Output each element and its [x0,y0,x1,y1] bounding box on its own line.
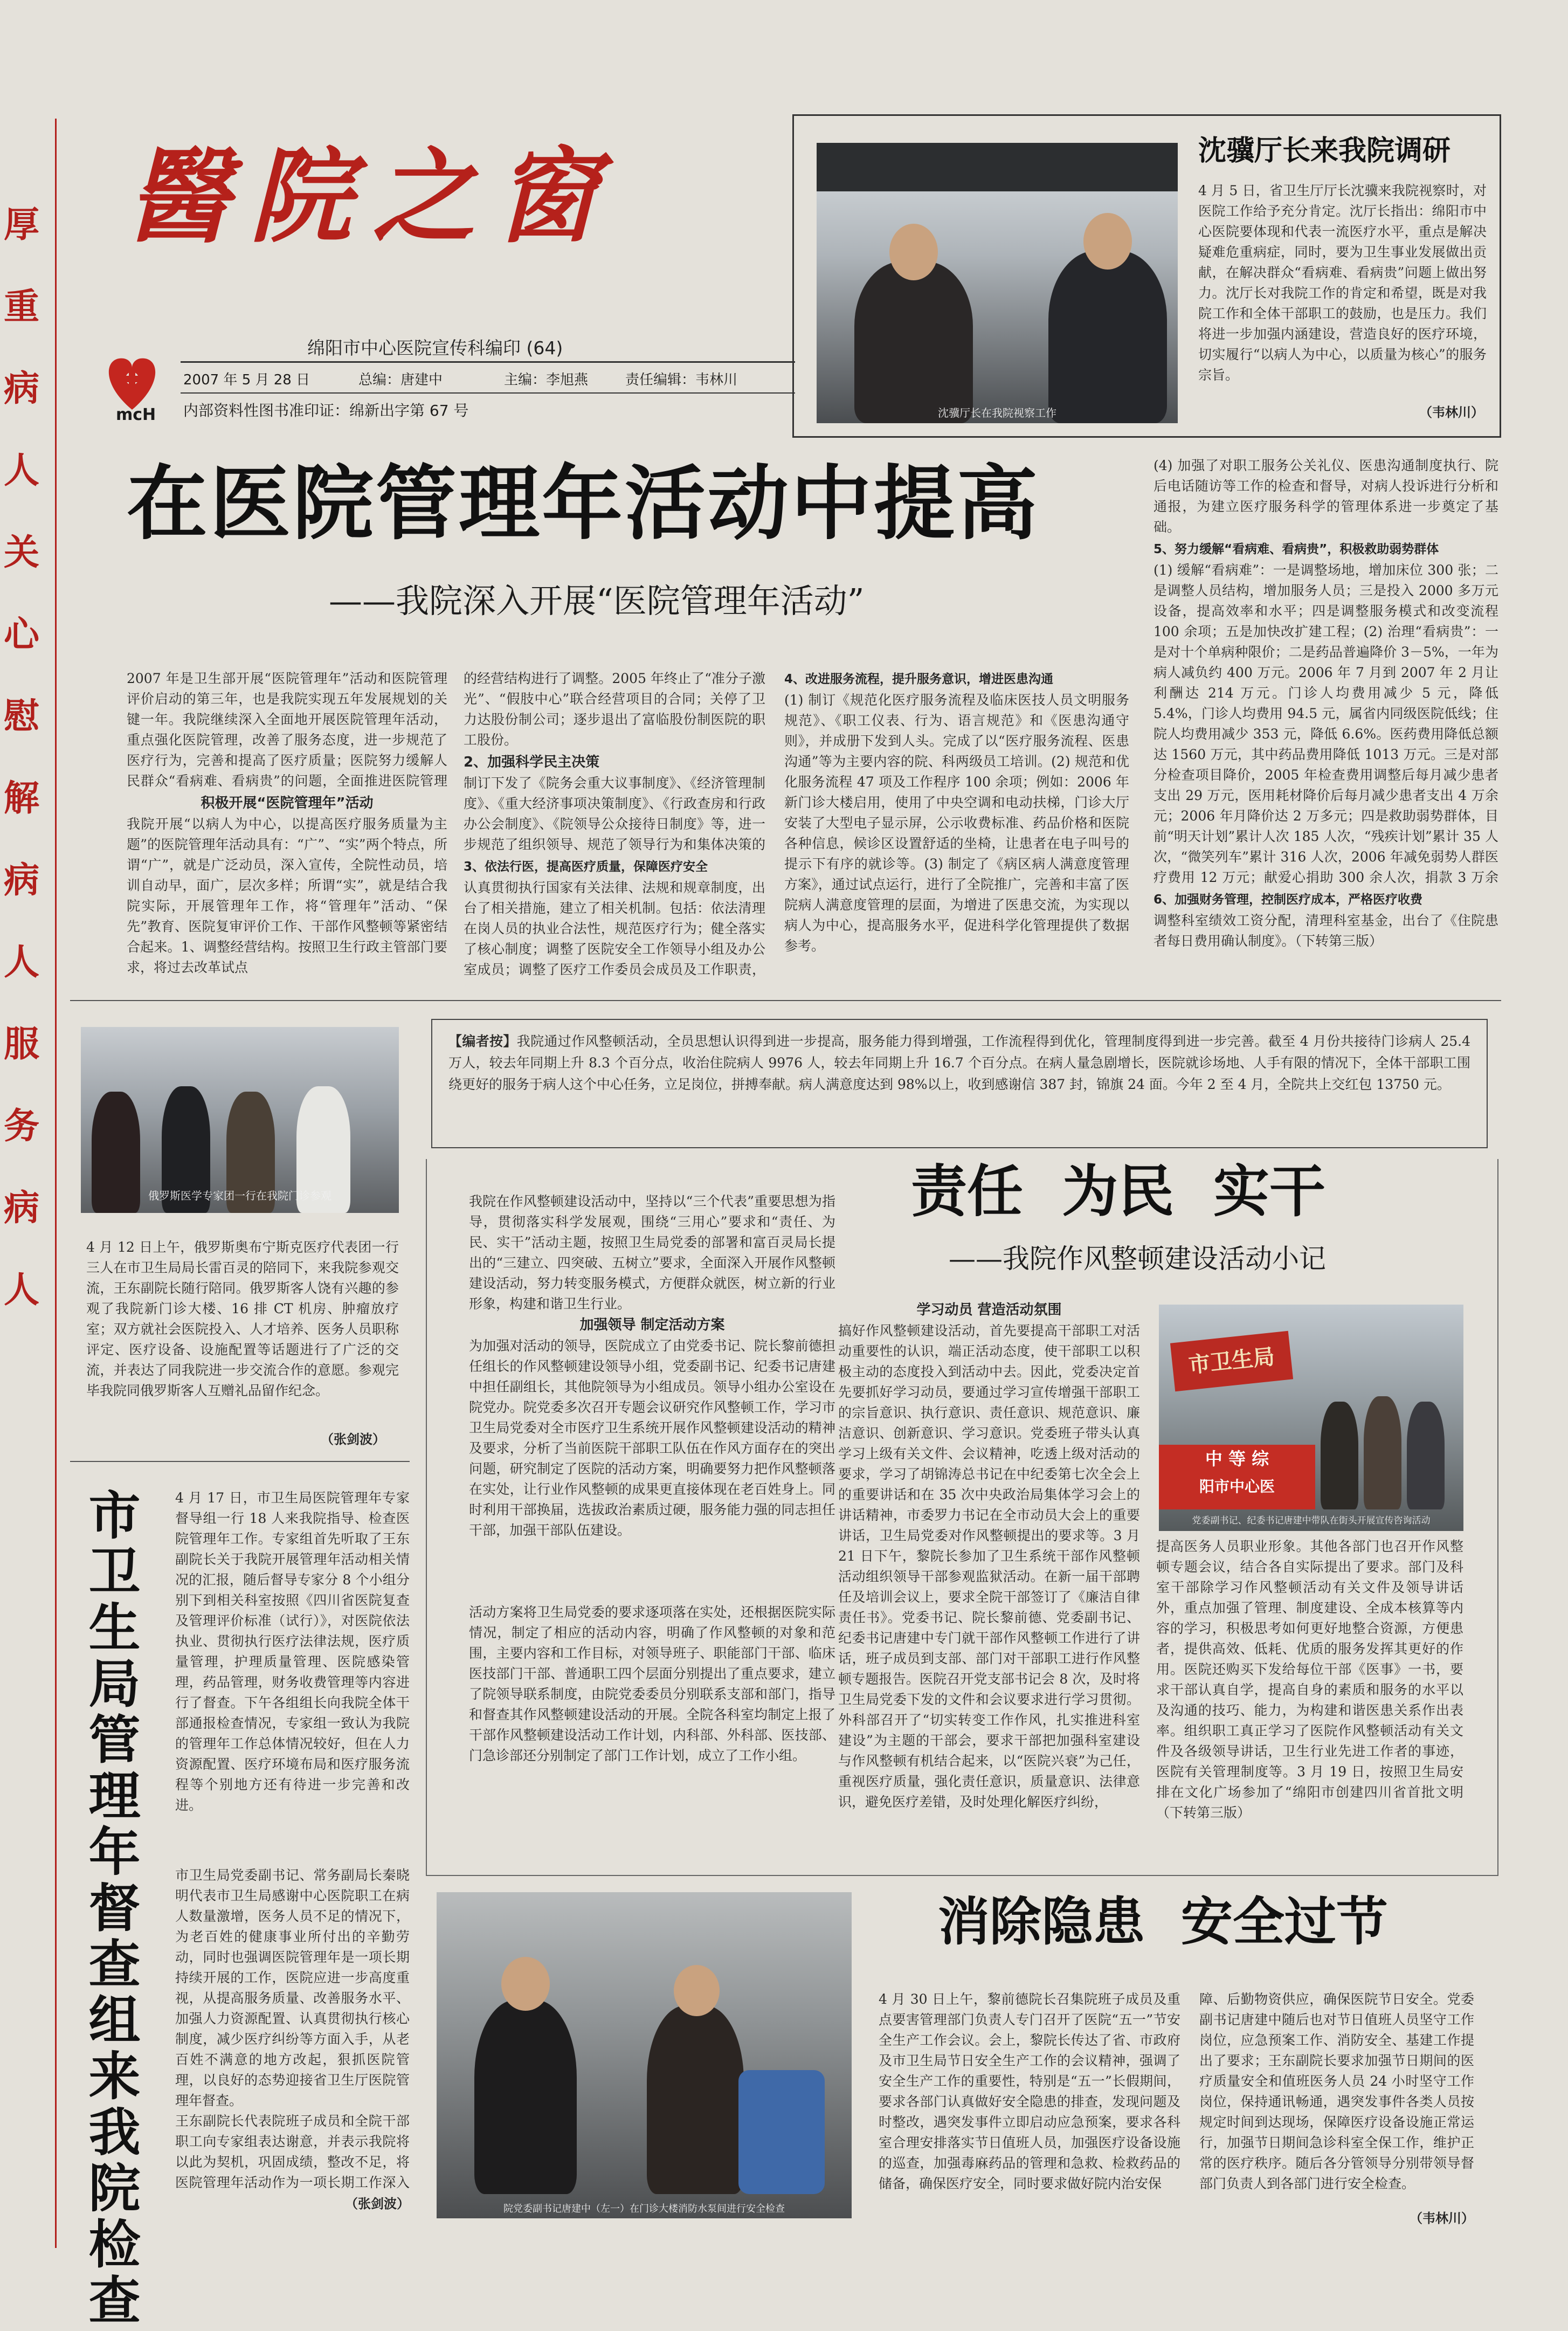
rectification-col-2 [838,1299,1140,1865]
russian-visit-byline: （张剑波） [321,1431,385,1447]
safety-photo-caption: 院党委副书记唐建中（左一）在门诊大楼消防水泵间进行安全检查 [503,2203,785,2215]
main-col2-body3: 认真贯彻执行国家有关法律、法规和规章制度，出台了相关措施，建立了相关机制。包括：依法清理在岗人员的执业合法性，规范医疗行为；健全落实了核心制度；调整了医院安全工作领导小组及办公室成员；调整了医疗工作委员会成员及工作职责， [464,880,765,977]
main-col2-body1: 的经营结构进行了调整。2005 年终止了“准分子激光”、“假肢中心”联合经营项目的合同；关停了卫力达股份制公司；逐步退出了富临股份制医院的职工股份。 [464,671,765,748]
person-figure [1321,1402,1358,1509]
permit-line: 内部资料性图书准印证：绵新出字第 67 号 [183,402,469,419]
rectification-headline: 责任 为民 实干 [911,1158,1325,1224]
main-col4-body3: 调整科室绩效工资分配，清理科室基金，出台了《住院患者每日费用确认制度》。（下转第三版） [1153,913,1498,949]
person-figure [854,261,973,423]
main-col-2 [464,668,765,981]
left-margin-strip [0,119,57,2248]
bureau-inspection-byline: （张剑波） [345,2196,410,2211]
main-col4-body2: (1) 缓解“看病难”：一是调整场地，增加床位 300 张；二是调整人员结构，增加服务人员；三是投入 2000 多万元设备，提高效率和水平；四是调整服务模式和改变流程 100 余项；五是加快改扩建工程；(2) 治理“看病贵”：一是对十个单病种限价；二是药品普遍降价 3－5%，一年为病人减负约 400 万元。2006 年 7 月到 2007 年 2 月让利酬达 214 万元。门诊人均费用减少 5 元，降低 5.4%，门诊人均费用 94.5 元，属省内同级医院低线；住院人均费用减少 353 元，降低 6.6%。医药费用降低总额达 1560 万元，其中药品费用降低 1013 万元。三是对部分检查项目降价，2005 年检查费用调整后每月减少患者支出 29 万元，医用耗材降价后每月减少患者支出 4 万余元；2006 年月降价达 2 万多元；四是救助弱势群体，目前“明天计划”累计人次 185 人次，“残疾计划”累计 35 人次，“微笑列车”累计 316 人次，2006 年减免弱势人群医疗费用 12 万元；献爱心捐助 300 余人次，捐款 3 万余 [1153,562,1498,885]
bureau-inspection-body1: 4 月 17 日，市卫生局医院管理年专家督导组一行 18 人来我院指导、检查医院管理年工作。专家组首先听取了王东副院长关于我院开展管理年活动相关情况的汇报，随后督导专家分 8 个小组分别下到相关科室按照《四川省医院复查及管理评价标准（试行）》，对医院依法执业、贯彻执行医疗法律法规，医疗质量管理，护理质量管理、医院感染管理，药品管理，财务收费管理等内容进行了督查。下午各组组长向我院全体干部通报检查情况，专家组一致认为我院的管理年工作总体情况较好，但在人力资源配置、医疗环境布局和医疗服务流程等个别地方还有待进一步完善和改进。 [175,1490,410,1813]
editor-note-label: 【编者按】 [448,1033,517,1049]
water-pump [738,2070,825,2194]
editor: 主编：李旭燕 [504,372,589,388]
person-figure [474,2000,577,2194]
main-col-3 [784,668,1129,981]
shen-visit-photo [817,143,1178,423]
main-article-rule [70,1000,1501,1001]
person-figure [647,2005,744,2194]
logo-text: mcH [116,405,156,424]
bureau-inspection-text [175,1488,410,2221]
editor-line: 绵阳市中心医院宣传科编印 (64) [307,337,563,358]
banner-text: 市卫生局 [1187,1343,1276,1378]
person-head [1083,213,1132,270]
main-col1-intro: 2007 年是卫生部开展“医院管理年”活动和医院管理评价启动的第三年，也是我院实现五年发展规划的关键一年。我院继续深入全面地开展医院管理年活动，重点强化医院管理，改善了服务态度，进一步规范了医疗行为，完善和提高了医疗质量；医院努力缓解人民群众“看病难、看病贵”的问题，全面推进医院管理 [127,671,447,789]
shen-visit-headline: 沈骥厅长来我院调研 [1198,135,1451,167]
bureau-inspection-body2: 市卫生局党委副书记、常务副局长秦晓明代表市卫生局感谢中心医院职工在病人数量激增，医务人员不足的情况下，为老百姓的健康事业所付出的辛勤劳动，同时也强调医院管理年是一项长期持续开展的工作，医院应进一步高度重视，从提高服务质量、改善服务水平、加强人力资源配置、认真贯彻执行核心制度，减少医疗纠纷等方面入手，从老百姓不满意的地方改起，狠抓医院管理，以良好的态势迎接省卫生厅医院管理年督查。 [175,1867,410,2108]
rectification-photo-caption: 党委副书记、纪委书记唐建中带队在街头开展宣传咨询活动 [1192,1515,1431,1526]
shen-visit-byline: （韦林川） [1419,404,1484,420]
masthead [116,129,773,431]
main-col3-subhead: 4、改进服务流程，提升服务意识，增进医患沟通 [784,672,1054,686]
editor-note-box [431,1019,1488,1148]
rectification-subhead: ——我院作风整顿建设活动小记 [949,1243,1326,1274]
shen-visit-caption: 沈骥厅长在我院视察工作 [938,406,1056,419]
chief-editor: 总编：唐建中 [358,372,443,388]
masthead-rule [181,361,795,363]
rectification-col1-body1: 为加强对活动的领导，医院成立了由党委书记、院长黎前德担任组长的作风整顿建设领导小组，党委副书记、纪委书记唐建中担任副组长，其他院领导为小组成员。领导小组办公室设在院党办。院党委多次召开专题会议研究作风整顿工作，学习市卫生局党委对全市医疗卫生系统开展作风整顿建设活动的精神及要求，分析了当前医院干部职工队伍在作风方面存在的突出问题，研究制定了医院的活动方案，明确要努力把作风整顿落在实处，让行业作风整顿的成果更直接体现在老百姓身上。同时利用干部换届，选拔政治素质过硬，服务能力强的同志担任干部，加强干部队伍建设。 [469,1338,835,1538]
main-col2-subhead1: 2、加强科学民主决策 [464,754,600,770]
main-col-1 [127,668,447,981]
main-col1-subhead: 积极开展“医院管理年”活动 [201,795,374,811]
shen-visit-box [792,114,1501,438]
rectification-col2-body: 搞好作风整顿建设活动，首先要提高干部职工对活动重要性的认识，端正活动态度，使干部职工以积极主动的态度投入到活动中去。因此，党委决定首先要抓好学习动员，要通过学习宣传增强干部职工的宗旨意识、执行意识、责任意识、规范意识、廉洁意识、创新意识、学习意识。党委班子带头认真学习上级有关文件、会议精神，吃透上级对活动的要求，学习了胡锦涛总书记在中纪委第七次全会上的重要讲话和在 35 次中央政治局集体学习会上的讲话精神，市委罗力书记在全市动员大会上的重要讲话，卫生局党委对作风整顿提出的要求等。3 月 21 日下午，黎院长参加了卫生系统干部作风整顿活动组织领导干部参观监狱活动。在新一届干部聘任及培训会议上，要求全院干部签订了《廉洁自律责任书》。党委书记、院长黎前德、党委副书记、纪委书记唐建中专门就干部作风整顿工作进行了讲话，班子成员到支部、部门对干部职工进行作风整顿专题报告。医院召开党支部书记会 8 次，及时将卫生局党委下发的文件和会议要求进行学习贯彻。外科部召开了“切实转变工作作风，扎实推进科室建设”为主题的干部会，要求干部把加强科室建设与作风整顿有机结合起来，以“医院兴衰”为己任，重视医疗质量，强化责任意识，质量意识、法律意识，避免医疗差错，及时处理化解医疗纠纷， [838,1323,1140,1810]
main-col3-body: (1) 制订《规范化医疗服务流程及临床医技人员文明服务规范》、《职工仪表、行为、语言规范》和《医患沟通守则》，并成册下发到人头。完成了以“医疗服务流程、医患沟通”等为主要内容的院、科两级员工培训。(2) 规范和优化服务流程 47 项及工作程序 100 余项；例如：2006 年新门诊大楼启用，使用了中央空调和电动扶梯，门诊大厅安装了大型电子显示屏，公示收费标准、药品价格和医院各种信息，候诊区设置舒适的坐椅，让患者在电子叫号的提示下有序的就诊等。(3) 制定了《病区病人满意度管理方案》，通过试点运行，进行了全院推广，完善和丰富了医院病人满意度管理的层面，为增进了医患交流，为实现以病人为中心，提高服务水平，促进科学化管理提供了数据参考。 [784,692,1129,954]
russian-visit-body: 4 月 12 日上午，俄罗斯奥布宁斯克医疗代表团一行三人在市卫生局局长雷百灵的陪同下，来我院参观交流，王东副院长随行陪同。俄罗斯客人饶有兴趣的参观了我院新门诊大楼、16 排 CT 机房、肿瘤放疗室；双方就社会医院投入、人才培养、医务人员职称评定、医疗设备、设施配置等话题进行了广泛的交流，并表达了同我院进一步交流合作的意愿。参观完毕我院同俄罗斯客人互赠礼品留作纪念。 [86,1239,399,1398]
safety-col1: 4 月 30 日上午，黎前德院长召集院班子成员及重点要害管理部门负责人专门召开了医院“五一”节安全生产工作会议。会上，黎院长传达了省、市政府及市卫生局节日安全生产工作的会议精神，强调了安全生产工作的重要性，特别是“五一”长假期间，要求各部门认真做好安全隐患的排查，发现问题及时整改，遇突发事件立即启动应急预案，要求各科室合理安排落实节日值班人员，加强医疗设备设施的巡查，加强毒麻药品的管理和急救、检救药品的储备，确保医疗安全，同时要求做好院内治安保 [879,1991,1180,2191]
main-col2-subhead2: 3、依法行医，提高医疗质量，保障医疗安全 [464,860,708,874]
rectification-col2-subhead: 学习动员 营造活动氛围 [916,1302,1062,1318]
editor-note-text: 我院通过作风整顿活动，全员思想认识得到进一步提高，服务能力得到增强，工作流程得到优化，管理制度得到进一步完善。截至 4 月份共接待门诊病人 25.4 万人，较去年同期上升 8.3 个百分点，收治住院病人 9976 人，较去年同期上升 16.7 个百分点。在病人量急剧增长，医院就诊场地、人手有限的情况下，全体干部职工围绕更好的服务于病人这个中心任务，立足岗位，拼搏奉献。病人满意度达到 98%以上，收到感谢信 387 封，锦旗 24 面。今年 2 至 4 月，全院共上交红包 13750 元。 [448,1033,1470,1092]
person-figure [1364,1396,1401,1509]
hospital-logo [94,345,170,426]
rectification-col-1 [469,1191,835,1865]
main-col4-subhead1: 5、努力缓解“看病难、看病贵”，积极救助弱势群体 [1153,542,1439,556]
shen-visit-body: 4 月 5 日，省卫生厅厅长沈骥来我院视察时，对医院工作给予充分肯定。沈厅长指出：绵阳市中心医院要体现和代表一流医疗水平，重点是解决疑难危重病症，同时，要为卫生事业发展做出贡献，在解决群众“看病难、看病贵”问题上做出努力。沈厅长对我院工作的肯定和希望，既是对我院工作和全体干部职工的鼓励，也是压力。我们将进一步加强内涵建设，营造良好的医疗环境，切实履行“以病人为中心，以质量为核心”的服务宗旨。 [1198,183,1487,383]
person-figure [1407,1402,1445,1509]
safety-col2: 障、后勤物资供应，确保医院节日安全。党委副书记唐建中随后也对节日值班人员坚守工作岗位，应急预案工作、消防安全、基建工作提出了要求；王东副院长要求加强节日期间的医疗质量安全和值班医务人员 24 小时坚守工作岗位，保持通讯畅通，遇突发事件各类人员按规定时间到达现场，保障医疗设备设施正常运行，加强节日期间急诊科室全保工作，维护正常的医疗秩序。随后各分管领导分别带领导督部门负责人到各部门进行安全检查。 [1199,1991,1474,2191]
russian-visit-photo [81,1027,399,1213]
safety-photo [437,1892,852,2218]
person-figure [1048,251,1167,423]
editor-note [448,1031,1470,1136]
rectification-col3-body: 提高医务人员职业形象。其他各部门也召开作风整顿专题会议，结合各自实际提出了要求。部门及科室干部除学习作风整顿活动有关文件及领导讲话外，重点加强了管理、制度建设、全成本核算等内容的学习，积极思考如何更好地整合资源，方便患者，提供高效、低耗、优质的服务发挥其更好的作用。医院还购买下发给每位干部《医事》一书，要求干部认真自学，提高自身的素质和服务的水平以及沟通的技巧、能力，为构建和谐医患关系作出表率。组织职工真正学习了医院作风整顿活动有关文件及各级领导讲话，卫生行业先进工作者的事迹，医院有关管理制度等。3 月 19 日，按照卫生局安排在文化广场参加了“绵阳市创建四川省首批文明（下转第三版） [1156,1539,1463,1820]
photo-window [817,143,1178,191]
main-col-4 [1153,456,1498,989]
masthead-rule-2 [181,392,795,394]
rectification-col1-subhead: 加强领导 制定活动方案 [579,1317,725,1333]
rectification-photo [1159,1305,1463,1531]
main-col2-body2: 制订下发了《院务会重大议事制度》、《经济管理制度》、《重大经济事项决策制度》、《行政查房和行政办公会制度》、《院领导公众接待日制度》等，进一步规范了组织领导、规范了领导行为和集体决策的 [464,775,765,852]
rectification-col1-body2: 活动方案将卫生局党委的要求逐项落在实处，还根据医院实际情况，制定了相应的活动内容，明确了作风整顿的对象和范围，主要内容和工作目标，对领导班子、职能部门干部、临床医技部门干部、普通职工四个层面分别提出了重点要求，建立了院领导联系制度，由院党委委员分别联系支部和部门，指导和督查其作风整顿建设活动的开展。全院各科室均制定上报了干部作风整顿建设活动工作计划，内科部、外科部、医技部、门急诊部还分别制定了部门工作计划，成立了工作小组。 [469,1604,835,1763]
left-column-rule [70,1461,410,1462]
bureau-inspection-body3: 王东副院长代表院班子成员和全院干部职工向专家组表达谢意，并表示我院将以此为契机，巩固成绩，整改不足，将医院管理年活动作为一项长期工作深入 [175,2113,410,2190]
responsible-editor: 责任编辑：韦林川 [625,372,738,388]
safety-headline: 消除隐患 安全过节 [938,1892,1388,1952]
banner-text-3: 阳市中心医 [1199,1478,1275,1495]
person-head [674,1965,720,2016]
person-head [889,224,938,280]
russian-visit-caption: 俄罗斯医学专家团一行在我院门诊参观 [148,1189,331,1202]
rectification-col1-intro: 我院在作风整顿建设活动中，坚持以“三个代表”重要思想为指导，贯彻落实科学发展观，围绕“三用心”要求和“责任、为民、实干”活动主题，按照卫生局党委的部署和富百灵局长提出的“三建立、四突破、五树立”要求，全面深入开展作风整顿建设活动，努力转变服务模式，方便群众就医，树立新的行业形象，构建和谐卫生行业。 [469,1194,835,1312]
main-subhead: ——我院深入开展“医院管理年活动” [329,581,865,620]
safety-byline: （韦林川） [1410,2210,1474,2226]
bureau-inspection-headline: 市卫生局管理年督查组来我院检查 [88,1486,141,2331]
masthead-title: 醫院之窗 [127,136,619,257]
main-headline: 在医院管理年活动中提高 [127,457,1040,551]
banner-text-2: 中 等 综 [1205,1449,1269,1469]
main-col1-body: 我院开展“以病人为中心，以提高医疗服务质量为主题”的医院管理年活动具有：“广”、“实”两个特点，所谓“广”，就是广泛动员，深入宣传，全院性动员，培训自动早，面广，层次多样；所谓“实”，就是结合我院实际，开展管理年工作，将“管理年”活动、“保先”教育、医院复审评价工作、干部作风整顿等紧密结合起来。1、调整经营结构。按照卫生行政主管部门要求，将过去改革试点 [127,816,447,975]
rectification-banner [1159,1445,1315,1509]
main-col4-subhead2: 6、加强财务管理，控制医疗成本，严格医疗收费 [1153,893,1423,907]
issue-date: 2007 年 5 月 28 日 [183,372,310,388]
rectification-banner-top [1170,1331,1293,1392]
person-head [501,1957,550,2011]
left-margin-text: 厚 重 病 人 关 心 慰 解 病 人 服 务 病 人 [4,203,39,1311]
main-col4-body1: (4) 加强了对职工服务公关礼仪、医患沟通制度执行、院后电话随访等工作的检查和督导，对病人投诉进行分析和通报，为建立医疗服务科学的管理体系进一步奠定了基础。 [1153,458,1498,535]
